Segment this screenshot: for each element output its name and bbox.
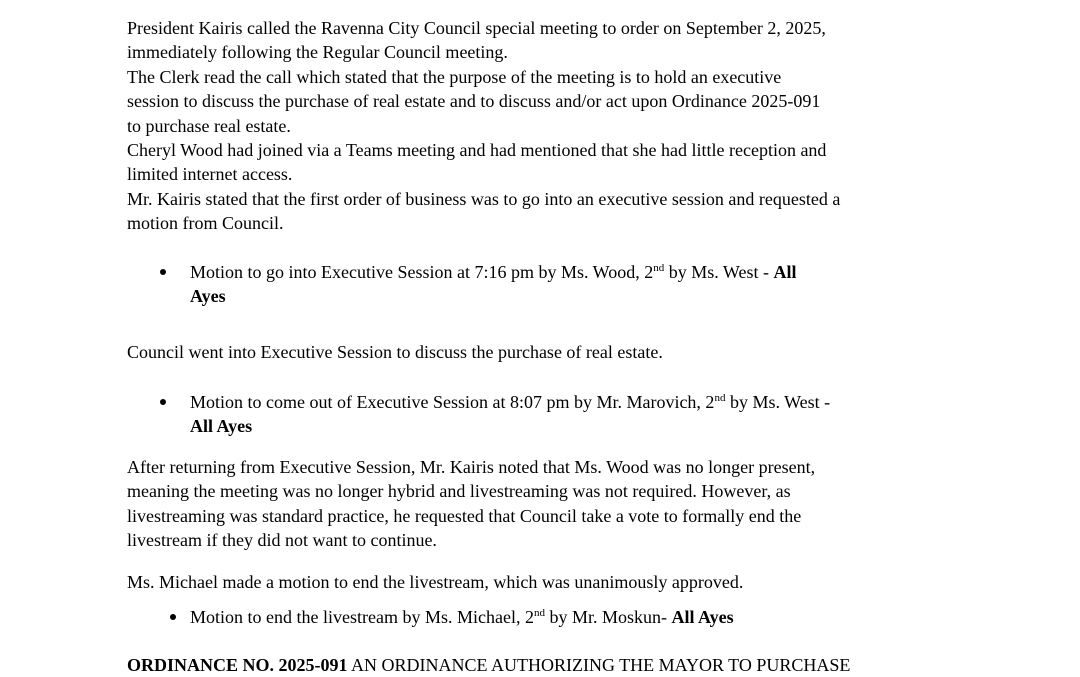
ordinance-title: AN ORDINANCE AUTHORIZING THE MAYOR TO PURCHASE: [347, 655, 851, 675]
motion-body: by Ms. West -: [664, 262, 774, 282]
motion-text: [190, 605, 970, 629]
motion-text: [190, 260, 970, 309]
bullet-icon: [160, 269, 166, 275]
ordinance-number: ORDINANCE NO. 2025-091: [127, 655, 348, 675]
intro-line: President Kairis called the Ravenna City Council special meeting to order on September 2, 2025,: [127, 18, 826, 38]
ordinance-heading: [127, 653, 987, 677]
vote-result: Ayes: [190, 286, 226, 307]
motion-body: Motion to come out of Executive Session at 8:07 pm by Mr. Marovich, 2: [190, 392, 715, 412]
vote-result: All Ayes: [190, 416, 253, 437]
intro-line: immediately following the Regular Council meeting.: [127, 42, 508, 63]
motion-text: [190, 390, 970, 439]
motion-body: Motion to go into Executive Session at 7:16 pm by Ms. Wood, 2: [190, 262, 654, 282]
motion-body: Motion to end the livestream by Ms. Michael, 2: [190, 607, 534, 627]
motion-body: by Ms. West -: [725, 392, 831, 412]
intro-line: The Clerk read the call which stated that the purpose of the meeting is to hold an executive: [127, 66, 782, 87]
intro-line: to purchase real estate.: [127, 115, 291, 136]
bullet-icon: [170, 614, 176, 620]
ordinal-suffix: nd: [653, 262, 665, 274]
vote-result: All Ayes: [671, 607, 734, 627]
motion-body: by Mr. Moskun-: [544, 607, 672, 627]
intro-line: Cheryl Wood had joined via a Teams meeting and had mentioned that she had little reception and: [127, 140, 827, 161]
intro-line: Mr. Kairis stated that the first order of business was to go into an executive session and requested a: [127, 188, 841, 209]
vote-result: All: [773, 262, 797, 282]
paragraph-line: livestream if they did not want to continue.: [127, 530, 437, 551]
paragraph-line: livestreaming was standard practice, he requested that Council take a vote to formally end the: [127, 505, 802, 526]
after-return-paragraph: [127, 455, 987, 553]
intro-line: limited internet access.: [127, 164, 293, 185]
exec-session-paragraph: Council went into Executive Session to discuss the purchase of real estate.: [127, 342, 663, 362]
paragraph-line: After returning from Executive Session, Mr. Kairis noted that Ms. Wood was no longer present,: [127, 457, 816, 477]
intro-line: session to discuss the purchase of real estate and to discuss and/or act upon Ordinance 2025-091: [127, 91, 821, 112]
intro-paragraph: [127, 16, 987, 236]
bullet-icon: [160, 399, 166, 405]
ordinal-suffix: nd: [714, 392, 726, 404]
ordinal-suffix: nd: [533, 607, 545, 619]
michael-motion-paragraph: Ms. Michael made a motion to end the livestream, which was unanimously approved.: [127, 572, 744, 592]
paragraph-line: meaning the meeting was no longer hybrid and livestreaming was not required. However, as: [127, 481, 791, 502]
intro-line: motion from Council.: [127, 213, 284, 234]
